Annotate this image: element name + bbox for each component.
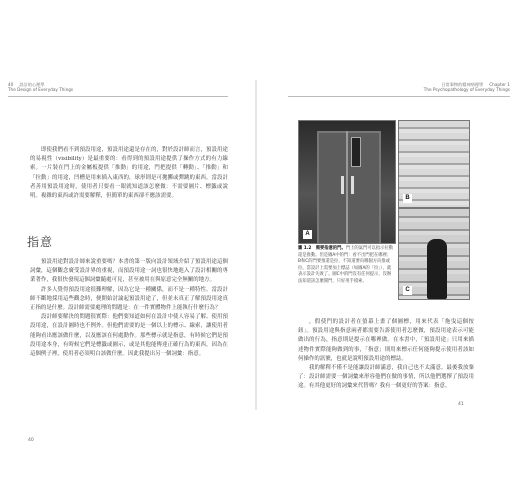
right-folio: 41 (458, 402, 464, 407)
right-body-text (298, 318, 474, 392)
left-header-rule (8, 96, 228, 97)
door-split (346, 131, 348, 243)
intro-paragraph: 即使我們看不到預設用途，預設用途還是存在的，對於設計師而言，預設用途的易視性（visibility）是最重要的：看得到的預設用途提供了操作方式的有力線索。一片裝在門上的金屬板提供「推動」的用途，門把提供「轉動」、「推動」和「拉動」的用途，凹槽是用來插入東西的，球形則是可拋擲或彈跳的東西。當設計者善用預設用途時，使用者只要看一眼就知道該怎麼做：不需要圖片、標籤或說明。複雜的東西或許需要解釋，但簡單的東西卻不應該需要。 (30, 147, 228, 200)
figure-label-b: B (403, 194, 412, 203)
left-body-text (30, 258, 228, 359)
left-paragraph-2: 許多人覺得預設用途很難理解，因為它是一種關係，而不是一種特性。當設計師不斷地採用這些觀念時，便開始討論起預設用途了，但並未真正了解預設用途真正指的是什麼。設計師需要處理的問題是：在一件實體物件上能執行什麼行為？ (30, 286, 228, 312)
right-header-chapter: Chapter 1 (489, 82, 510, 87)
left-header-title-zh: 設計的心理學 (19, 82, 45, 87)
left-paragraph-1: 預設用途對設計師來說重要嗎？本書的第一版向設計領域介紹了預設用途這個詞彙，這個觀念廣受設計界的重視，而預設用途一詞也很快地進入了設計相關的專業著作，我很快發現這個詞彙隨處可見，甚至被用在與原意完全無關的地方。 (30, 259, 228, 284)
intro-paragraph-block (30, 146, 228, 201)
figure-photo-b (398, 120, 470, 208)
glass-door-frame (317, 131, 381, 244)
door-handle-right (351, 176, 354, 194)
left-folio: 40 (28, 438, 34, 443)
right-header-title-zh: 日常事物的精神病理學 (441, 82, 484, 87)
right-header-rule (288, 96, 510, 97)
right-header-title-en: The Psychopathology of Everyday Things (423, 87, 510, 92)
caption-title: 圖 1.2 需要指意的門。 (298, 246, 346, 251)
figure-label-a: A (303, 230, 312, 239)
figure-photo-c (398, 208, 470, 300)
gutter (255, 80, 257, 410)
caption-text: 門上的氣門可以指示拉動還是推動。但是圖A中的門：看不出門把在哪裡；B和C的門要推還是拉，不知道要向哪個方向推或拉。當設計上需要加上標誌（如圖A的「拉」），就表示設計失敗了。圖C中的門沒有任何提示，沒辦法知道該怎麼開門，只好用手摸索。 (298, 246, 394, 284)
left-running-header (8, 82, 73, 92)
figure-photo-a (298, 120, 396, 244)
right-paragraph-2: 我的解釋不僅不是能讓設計師滿意，我自己也不太滿意。最後我放棄了：設計師需要一個詞彙來形容他們在做的事情，所以他們選擇了預設用途。有其他更好的詞彙來代替嗎？我有一個更好的答案：指意。 (298, 365, 474, 390)
door-sign (351, 137, 361, 167)
person-silhouette (427, 239, 447, 299)
left-page (20, 0, 252, 500)
figure-label-c: C (403, 286, 412, 295)
left-paragraph-3: 設計師要解決的問題很實際：他們要知道如何在設計中使人容易了解、使用預設用途，在設計圖時也不例外。但他們需要的是一個以上的標示、線索，讓使用者能夠看出應該做什麼，以及應該在何處動作。那些標示就是指意，有時候它們是預設用途本身，有時候它們是標籤或圖示，或是其他能傳達正確行為的東西，因為在這個例子裡，使用者必須明白該做什麼。因此我提出另一個詞彙：指意。 (30, 314, 228, 358)
section-title: 指意 (27, 235, 54, 249)
left-header-title-en: The Design of Everyday Things (8, 87, 74, 92)
right-running-header (424, 82, 510, 92)
right-paragraph-1: ，假使門的設計者在螢幕上畫了個圖標，用來代表「拖曳這個按鈕」。預設用途與指意兩者都需要告訴使用者怎麼做，預設用途表示可能做出的行為，指意則是提示在哪裡做。在本書中，「預設用途」只用來描述物件實際能夠做到的事，「指意」則用來標示任何能夠提示使用者該如何操作的訊號，也就是說明預設用途的標誌。 (298, 319, 474, 362)
door-handle-left (341, 176, 344, 194)
left-header-page-number: 40 (8, 82, 14, 87)
figure-caption (298, 246, 394, 286)
